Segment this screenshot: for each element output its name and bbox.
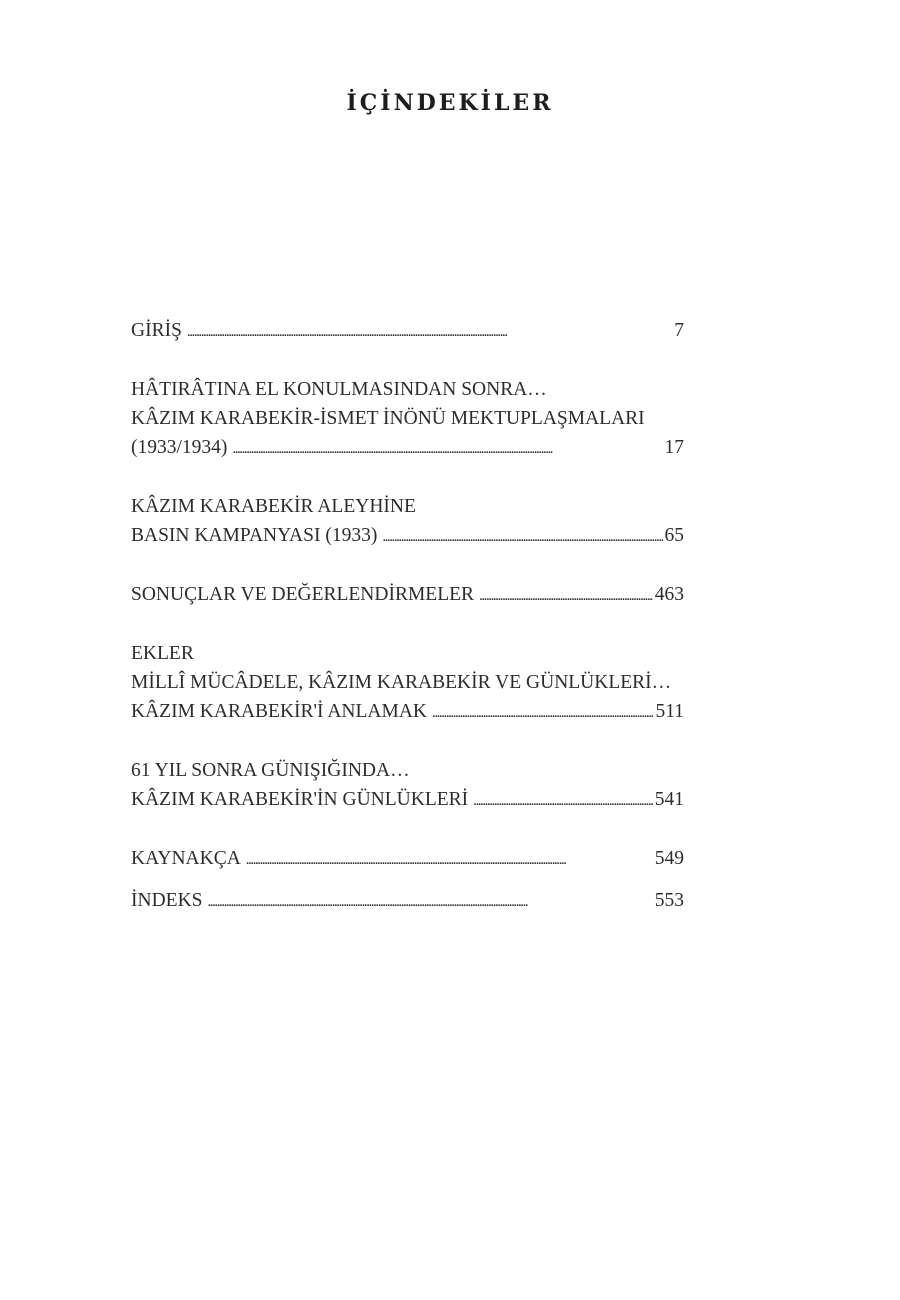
toc-page-number: 511	[655, 701, 684, 722]
toc-page-number: 7	[674, 320, 684, 341]
toc-entry-hatiratina[interactable]	[131, 375, 684, 464]
dot-leader	[232, 433, 662, 464]
dot-leader	[473, 785, 653, 816]
toc-page-number: 65	[664, 525, 684, 546]
toc-entry-title: (1933/1934)	[131, 437, 228, 458]
toc-page-number: 541	[654, 789, 684, 810]
toc-entry-line	[131, 844, 684, 875]
toc-entry-line	[131, 316, 684, 347]
toc-entry-line	[131, 433, 684, 464]
toc-entry-line: 61 YIL SONRA GÜNIŞIĞINDA…	[131, 760, 410, 781]
toc-entry-line	[131, 886, 684, 917]
toc-entry-ekler[interactable]	[131, 639, 684, 728]
toc-entry-line: KÂZIM KARABEKİR-İSMET İNÖNÜ MEKTUPLAŞMALARI	[131, 408, 645, 429]
toc-entry-title: İNDEKS	[131, 890, 203, 911]
toc-entry-basin-kampanyasi[interactable]	[131, 492, 684, 552]
dot-leader	[187, 316, 672, 347]
toc-page-number: 463	[654, 584, 684, 605]
toc-page-number: 553	[654, 890, 684, 911]
toc-entry-title: GİRİŞ	[131, 320, 182, 341]
toc-entry-title: BASIN KAMPANYASI (1933)	[131, 525, 378, 546]
toc-entry-line	[131, 521, 684, 552]
toc-entry-giris[interactable]	[131, 316, 684, 347]
page-title: İÇİNDEKİLER	[346, 90, 554, 116]
toc-entry-line: KÂZIM KARABEKİR ALEYHİNE	[131, 496, 416, 517]
table-of-contents	[131, 316, 684, 917]
toc-entry-line	[131, 697, 684, 728]
dot-leader	[432, 697, 653, 728]
toc-entry-line: EKLER	[131, 643, 194, 664]
dot-leader	[382, 521, 662, 552]
toc-entry-line	[131, 785, 684, 816]
toc-entry-line: HÂTIRÂTINA EL KONULMASINDAN SONRA…	[131, 379, 547, 400]
dot-leader	[208, 886, 653, 917]
toc-page-number: 17	[664, 437, 684, 458]
toc-entry-title: KAYNAKÇA	[131, 848, 241, 869]
toc-entry-indeks[interactable]	[131, 886, 684, 917]
dot-leader	[246, 844, 653, 875]
toc-entry-line: MİLLÎ MÜCÂDELE, KÂZIM KARABEKİR VE GÜNLÜKLERİ…	[131, 672, 672, 693]
toc-entry-line	[131, 580, 684, 611]
toc-entry-gunlukleri[interactable]	[131, 756, 684, 816]
toc-entry-title: KÂZIM KARABEKİR'İN GÜNLÜKLERİ	[131, 789, 469, 810]
toc-entry-kaynakca[interactable]	[131, 844, 684, 875]
toc-page-number: 549	[654, 848, 684, 869]
dot-leader	[479, 580, 653, 611]
toc-entry-title: KÂZIM KARABEKİR'İ ANLAMAK	[131, 701, 428, 722]
toc-entry-title: SONUÇLAR VE DEĞERLENDİRMELER	[131, 584, 475, 605]
toc-entry-sonuclar[interactable]	[131, 580, 684, 611]
